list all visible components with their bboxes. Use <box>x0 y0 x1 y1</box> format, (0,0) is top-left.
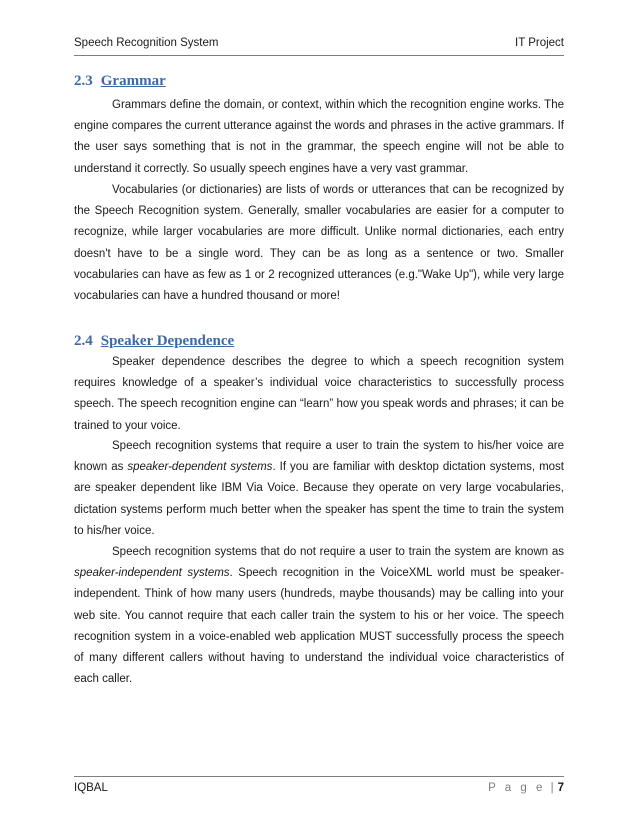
header-project-label: IT Project <box>515 37 564 49</box>
header-document-title: Speech Recognition System <box>74 37 219 49</box>
section-number: 2.3 <box>74 73 93 89</box>
paragraph-vocabularies: Vocabularies (or dictionaries) are lists of words or utterances that can be recognized by the Speech Recognition system. Generally, smaller vocabularies are easier for a computer to recognize, while larger vocabularies are more difficult. Unlike normal dictionaries, each entry doesn't have to be a single word. They can be as long as a sentence or two. Smaller vocabularies can have as few as 1 or 2 recognized utterances (e.g."Wake Up"), while very large vocabularies can have a hundred thousand or more! <box>74 184 564 303</box>
footer-divider <box>74 776 564 777</box>
page-footer <box>74 782 564 794</box>
section-heading-speaker-dependence <box>74 333 234 350</box>
page-header <box>74 37 564 49</box>
section-number: 2.4 <box>74 333 93 349</box>
paragraph-grammar-definition: Grammars define the domain, or context, within which the recognition engine works. The engine compares the current utterance against the words and phrases in the active grammars. If the user says something that is not in the grammar, the speech engine will not be able to understand it correctly. So usually speech engines have a very vast grammar. <box>74 99 564 175</box>
italic-term: speaker-dependent systems <box>127 461 273 474</box>
paragraph-speaker-dependent-systems <box>74 436 564 542</box>
section-heading-grammar <box>74 73 166 90</box>
paragraph-speaker-dependence: Speaker dependence describes the degree to which a speech recognition system requires knowledge of a speaker’s individual voice characteristics to successfully process speech. The speech recognition engine can “learn” how you speak words and phrases; it can be trained to your voice. <box>74 356 564 432</box>
text-run: Speech recognition systems that require a user to train the system to his/her voice are known as <box>74 440 564 474</box>
text-run: Speech recognition systems that do not require a user to train the system are known as <box>112 546 564 558</box>
text-run: . If you are familiar with desktop dictation systems, most are speaker dependent like IBM Via Voice. Because they operate on very large vocabularies, dictation systems perform much better when the speaker has spent the time to train the system to his/her voice. <box>74 461 564 537</box>
italic-term: speaker-independent systems <box>74 567 230 580</box>
section-title: Speaker Dependence <box>100 333 235 349</box>
footer-author: IQBAL <box>74 782 108 794</box>
text-run: . Speech recognition in the VoiceXML world must be speaker-independent. Think of how many users (hundreds, maybe thousands) may be calling into your web site. You cannot require that each caller train the system to his or her voice. The speech recognition system in a voice-enabled web application MUST successfully process the speech of many different callers without having to understand the individual voice characteristics of each caller. <box>74 567 564 686</box>
section-title: Grammar <box>100 73 166 89</box>
paragraph-speaker-independent-systems <box>74 542 564 690</box>
header-divider <box>74 55 564 56</box>
page-separator: | <box>550 782 554 794</box>
page-indicator <box>488 782 564 794</box>
page-label: P a g e <box>488 782 546 794</box>
page-number: 7 <box>557 782 564 794</box>
